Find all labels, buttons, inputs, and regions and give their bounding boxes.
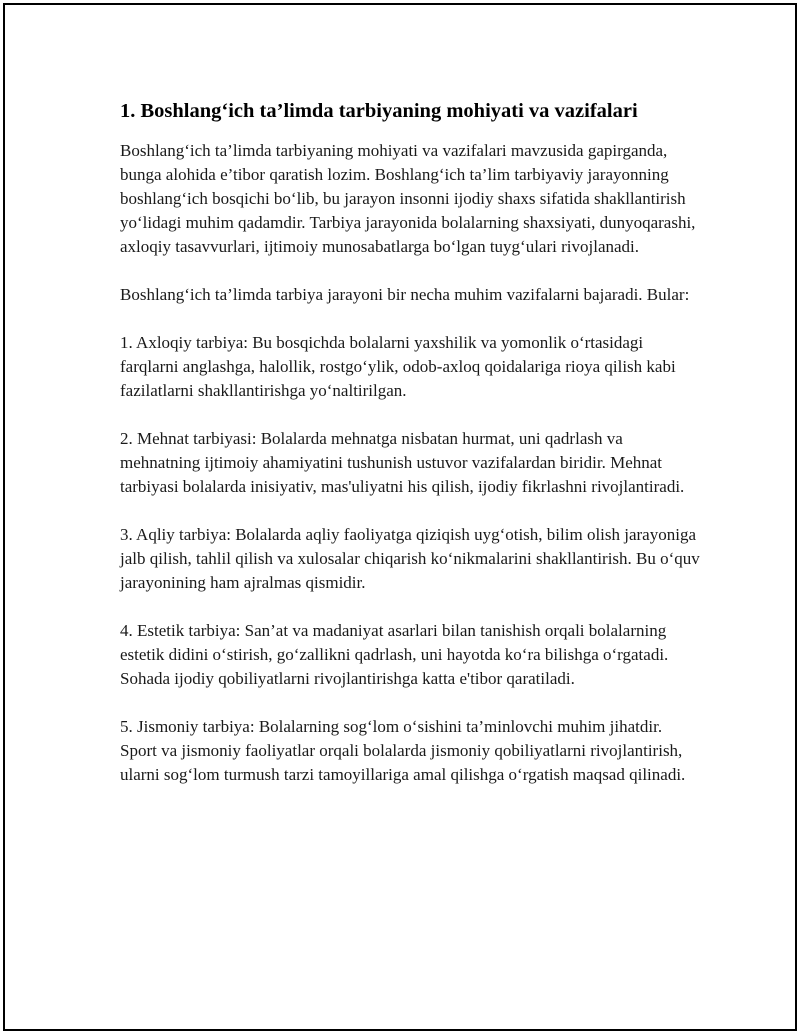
- paragraph-labor-education: 2. Mehnat tarbiyasi: Bolalarda mehnatga nisbatan hurmat, uni qadrlash va mehnatning ijtimoiy ahamiyatini tushunish ustuvor vazifalardan biridir. Mehnat tarbiyasi bolalarda inisiyativ, mas'uliyatni his qilish, ijodiy fikrlashni rivojlantiradi.: [120, 429, 685, 496]
- paragraph-tasks-intro: Boshlang‘ich ta’limda tarbiya jarayoni bir necha muhim vazifalarni bajaradi. Bular:: [120, 285, 690, 304]
- paragraph-mental-education: 3. Aqliy tarbiya: Bolalarda aqliy faoliyatga qiziqish uyg‘otish, bilim olish jarayoniga jalb qilish, tahlil qilish va xulosalar chiqarish ko‘nikmalarini shakllantirish. Bu o‘quv jarayonining ham ajralmas qismidir.: [120, 525, 700, 592]
- paragraph-intro: Boshlang‘ich ta’limda tarbiyaning mohiyati va vazifalari mavzusida gapirganda, bunga alohida e’tibor qaratish lozim. Boshlang‘ich ta’lim tarbiyaviy jarayonning boshlang‘ich bosqichi bo‘lib, bu jarayon insonni ijodiy shaxs sifatida shakllantirish yo‘lidagi muhim qadamdir. Tarbiya jarayonida bolalarning shaxsiyati, dunyoqarashi, axloqiy tasavvurlari, ijtimoiy munosabatlarga bo‘lgan tuyg‘ulari rivojlanadi.: [120, 141, 696, 256]
- paragraph-physical-education: 5. Jismoniy tarbiya: Bolalarning sog‘lom o‘sishini ta’minlovchi muhim jihatdir. Sport va jismoniy faoliyatlar orqali bolalarda jismoniy qobiliyatlarni rivojlantirish, ularni sog‘lom turmush tarzi tamoyillariga amal qilishga o‘rgatish maqsad qilinadi.: [120, 717, 686, 784]
- paragraph-moral-education: 1. Axloqiy tarbiya: Bu bosqichda bolalarni yaxshilik va yomonlik o‘rtasidagi farqlarni anglashga, halollik, rostgo‘ylik, odob-axloq qoidalariga rioya qilish kabi fazilatlarni shakllantirishga yo‘naltirilgan.: [120, 333, 676, 400]
- document-body: [120, 97, 700, 811]
- paragraph-aesthetic-education: 4. Estetik tarbiya: San’at va madaniyat asarlari bilan tanishish orqali bolalarning estetik didini o‘stirish, go‘zallikni qadrlash, uni hayotda ko‘ra bilishga o‘rgatadi. Sohada ijodiy qobiliyatlarni rivojlantirishga katta e'tibor qaratiladi.: [120, 621, 669, 688]
- section-heading: 1. Boshlang‘ich ta’limda tarbiyaning mohiyati va vazifalari: [120, 100, 638, 122]
- page-frame: [3, 3, 797, 1031]
